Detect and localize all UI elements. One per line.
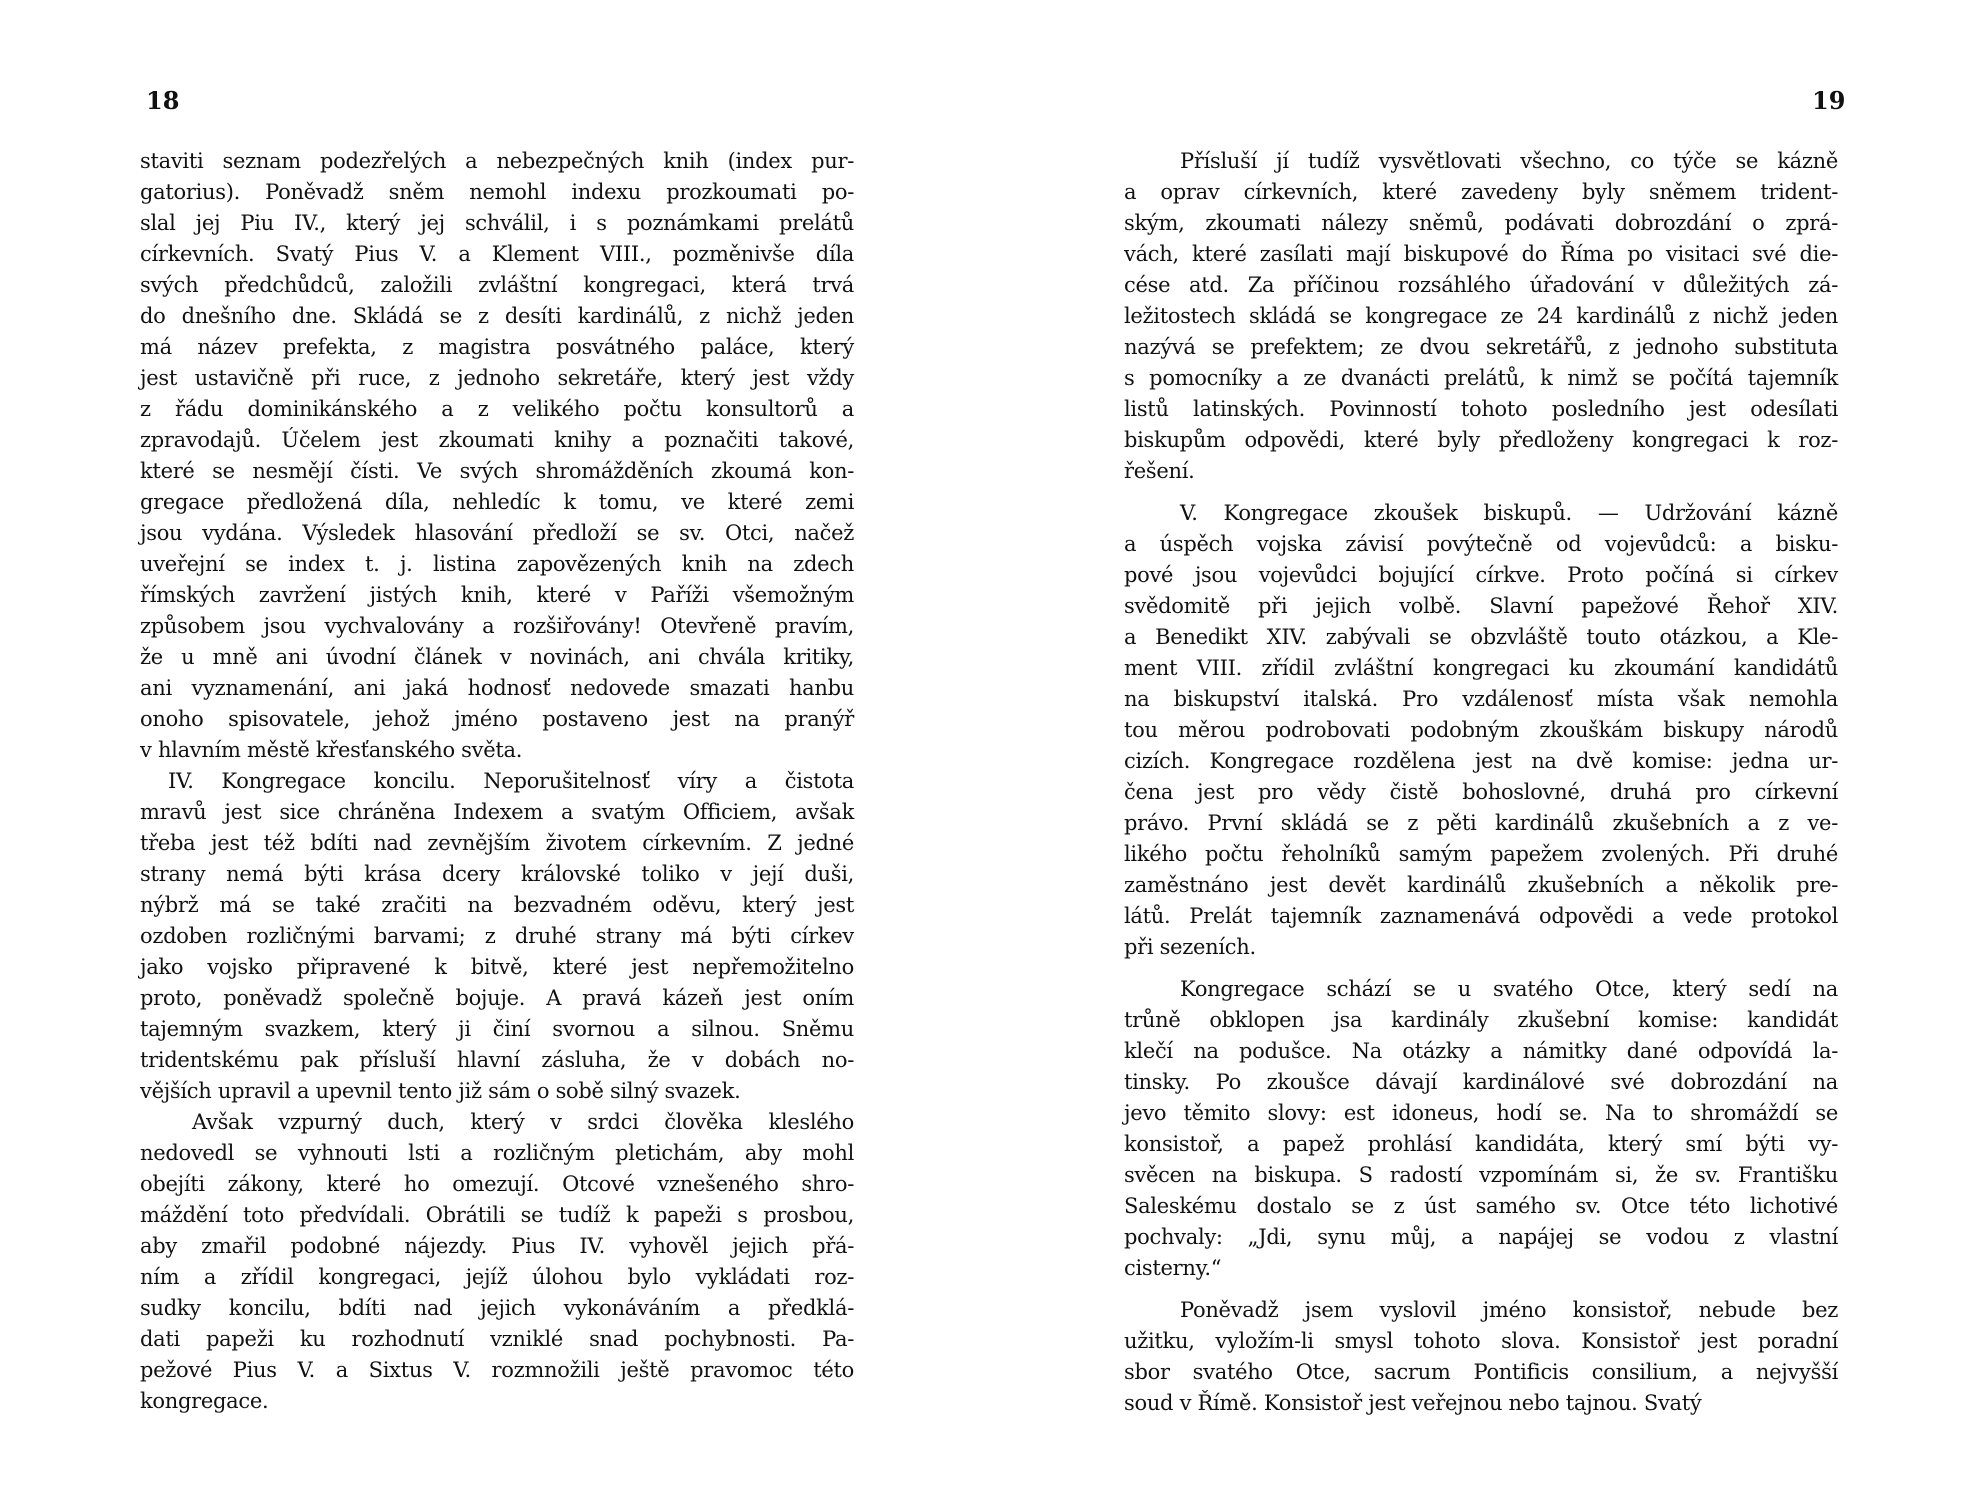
text-line: jest ustavičně při ruce, z jednoho sekretáře, který jest vždy [140,366,854,390]
text-line: cizích. Kongregace rozdělena jest na dvě komise: jedna ur- [1124,749,1838,773]
text-line: biskupům odpovědi, které byly předloženy kongregaci k roz- [1124,428,1838,452]
right-page-number: 19 [1812,86,1846,115]
text-line: pochvaly: „Jdi, synu můj, a napájej se vodou z vlastní [1124,1225,1838,1249]
text-line: a oprav církevních, které zavedeny byly sněmem trident- [1124,180,1838,204]
text-line: a úspěch vojska závisí povýtečně od vojevůdců: a bisku- [1124,532,1838,556]
text-line: zaměstnáno jest devět kardinálů zkušebních a několik pre- [1124,873,1838,897]
text-line: konsistoř, a papež prohlásí kandidáta, který smí býti vy- [1124,1132,1838,1156]
text-line: svědomitě při jejich volbě. Slavní papežové Řehoř XIV. [1124,594,1838,618]
text-line: má název prefekta, z magistra posvátného paláce, který [140,335,854,359]
text-line: Saleskému dostalo se z úst samého sv. Otce této lichotivé [1124,1194,1838,1218]
text-line: třeba jest též bdíti nad zevnějším životem církevním. Z jedné [140,831,854,855]
text-line: na biskupství italská. Pro vzdálenosť místa však nemohla [1124,687,1838,711]
text-line: do dnešního dne. Skládá se z desíti kardinálů, z nichž jeden [140,304,854,328]
text-line: aby zmařil podobné nájezdy. Pius IV. vyhověl jejich přá- [140,1234,854,1258]
text-line: obejíti zákony, které ho omezují. Otcové vznešeného shro- [140,1172,854,1196]
text-line: klečí na podušce. Na otázky a námitky dané odpovídá la- [1124,1039,1838,1063]
text-line: máždění toto předvídali. Obrátili se tudíž k papeži s prosbou, [140,1203,854,1227]
text-line: uveřejní se index t. j. listina zapovězených knih na zdech [140,552,854,576]
text-line: jsou vydána. Výsledek hlasování předloží se sv. Otci, načež [140,521,854,545]
text-line: při sezeních. [1124,935,1256,959]
text-line: které se nesmějí čísti. Ve svých shromážděních zkoumá kon- [140,459,854,483]
text-line: ani vyznamenání, ani jaká hodnosť nedovede smazati hanbu [140,676,854,700]
text-line: Poněvadž jsem vyslovil jméno konsistoř, nebude bez [1180,1298,1838,1322]
text-line: trůně obklopen jsa kardinály zkušební komise: kandidát [1124,1008,1838,1032]
text-line: způsobem jsou vychvalovány a rozšiřovány! Otevřeně pravím, [140,614,854,638]
text-line: soud v Římě. Konsistoř jest veřejnou nebo tajnou. Svatý [1124,1391,1702,1415]
text-line: listů latinských. Povinností tohoto posledního jest odesílati [1124,397,1838,421]
text-line: že u mně ani úvodní článek v novinách, ani chvála kritiky, [140,645,854,669]
text-line: čena jest pro vědy čistě bohoslovné, druhá pro církevní [1124,780,1838,804]
text-line: tajemným svazkem, který ji činí svornou a silnou. Sněmu [140,1017,854,1041]
text-line: Přísluší jí tudíž vysvětlovati všechno, co týče se kázně [1180,149,1838,173]
text-line: slal jej Piu IV., který jej schválil, i s poznámkami prelátů [140,211,854,235]
text-line: pové jsou vojevůdci bojující církve. Proto počíná si církev [1124,563,1838,587]
text-line: Kongregace schází se u svatého Otce, který sedí na [1180,977,1838,1001]
text-line: cisterny.“ [1124,1256,1222,1280]
text-line: nazývá se prefektem; ze dvou sekretářů, z jednoho substituta [1124,335,1838,359]
text-line: vějších upravil a upevnil tento již sám o sobě silný svazek. [140,1079,741,1103]
text-line: gatorius). Poněvadž sněm nemohl indexu prozkoumati po- [140,180,854,204]
text-line: řešení. [1124,459,1195,483]
text-line: ležitostech skládá se kongregace ze 24 kardinálů z nichž jeden [1124,304,1838,328]
text-line: pežové Pius V. a Sixtus V. rozmnožili ještě pravomoc této [140,1358,854,1382]
left-page-text [140,146,854,1417]
text-line: strany nemá býti krása dcery královské toliko v její duši, [140,862,854,886]
text-line: tou měrou podrobovati podobným zkouškám biskupy národů [1124,718,1838,742]
text-line: s pomocníky a ze dvanácti prelátů, k nimž se počítá tajemník [1124,366,1838,390]
text-line: ským, zkoumati nálezy sněmů, podávati dobrozdání o zprá- [1124,211,1838,235]
text-line: V. Kongregace zkoušek biskupů. — Udržování kázně [1180,501,1838,525]
text-line: sbor svatého Otce, sacrum Pontificis consilium, a nejvyšší [1124,1360,1838,1384]
text-line: likého počtu řeholníků samým papežem zvolených. Při druhé [1124,842,1838,866]
right-page-text [1124,146,1838,1419]
text-line: církevních. Svatý Pius V. a Klement VIII., pozměnivše díla [140,242,854,266]
text-line: římských zavržení jistých knih, které v Paříži všemožným [140,583,854,607]
text-line: nýbrž má se také zračiti na bezvadném oděvu, který jest [140,893,854,917]
text-line: svěcen na biskupa. S radostí vzpomínám si, že sv. Františku [1124,1163,1838,1187]
text-line: z řádu dominikánského a z velikého počtu konsultorů a [140,397,854,421]
text-line: ment VIII. zřídil zvláštní kongregaci ku zkoumání kandidátů [1124,656,1838,680]
text-line: gregace předložená díla, nehledíc k tomu, ve které zemi [140,490,854,514]
left-page-number: 18 [146,86,180,115]
text-line: IV. Kongregace koncilu. Neporušitelnosť víry a čistota [168,769,854,793]
text-line: vách, které zasílati mají biskupové do Říma po visitaci své die- [1124,242,1838,266]
text-line: dati papeži ku rozhodnutí vzniklé snad pochybnosti. Pa- [140,1327,854,1351]
text-line: užitku, vyložím-li smysl tohoto slova. Konsistoř jest poradní [1124,1329,1838,1353]
text-line: tridentskému pak přísluší hlavní zásluha, že v dobách no- [140,1048,854,1072]
text-line: proto, poněvadž společně bojuje. A pravá kázeň jest oním [140,986,854,1010]
text-line: zpravodajů. Účelem jest zkoumati knihy a poznačiti takové, [140,428,854,452]
text-line: v hlavním městě křesťanského světa. [140,738,523,762]
text-line: sudky koncilu, bdíti nad jejich vykonáváním a předklá- [140,1296,854,1320]
text-line: ním a zřídil kongregaci, jejíž úlohou bylo vykládati roz- [140,1265,854,1289]
text-line: kongregace. [140,1389,269,1413]
text-line: a Benedikt XIV. zabývali se obzvláště touto otázkou, a Kle- [1124,625,1838,649]
text-line: svých předchůdců, založili zvláštní kongregaci, která trvá [140,273,854,297]
text-line: nedovedl se vyhnouti lsti a rozličným pletichám, aby mohl [140,1141,854,1165]
text-line: jako vojsko připravené k bitvě, které jest nepřemožitelno [140,955,854,979]
text-line: tinsky. Po zkoušce dávají kardinálové své dobrozdání na [1124,1070,1838,1094]
text-line: Avšak vzpurný duch, který v srdci člověka kleslého [192,1110,854,1134]
text-line: cése atd. Za příčinou rozsáhlého úřadování v důležitých zá- [1124,273,1838,297]
text-line: látů. Prelát tajemník zaznamenává odpovědi a vede protokol [1124,904,1838,928]
text-line: ozdoben rozličnými barvami; z druhé strany má býti církev [140,924,854,948]
text-line: mravů jest sice chráněna Indexem a svatým Officiem, avšak [140,800,854,824]
text-line: jevo těmito slovy: est idoneus, hodí se. Na to shromáždí se [1124,1101,1838,1125]
text-line: právo. První skládá se z pěti kardinálů zkušebních a z ve- [1124,811,1838,835]
text-line: staviti seznam podezřelých a nebezpečných knih (index pur- [140,149,854,173]
text-line: onoho spisovatele, jehož jméno postaveno jest na pranýř [140,707,854,731]
